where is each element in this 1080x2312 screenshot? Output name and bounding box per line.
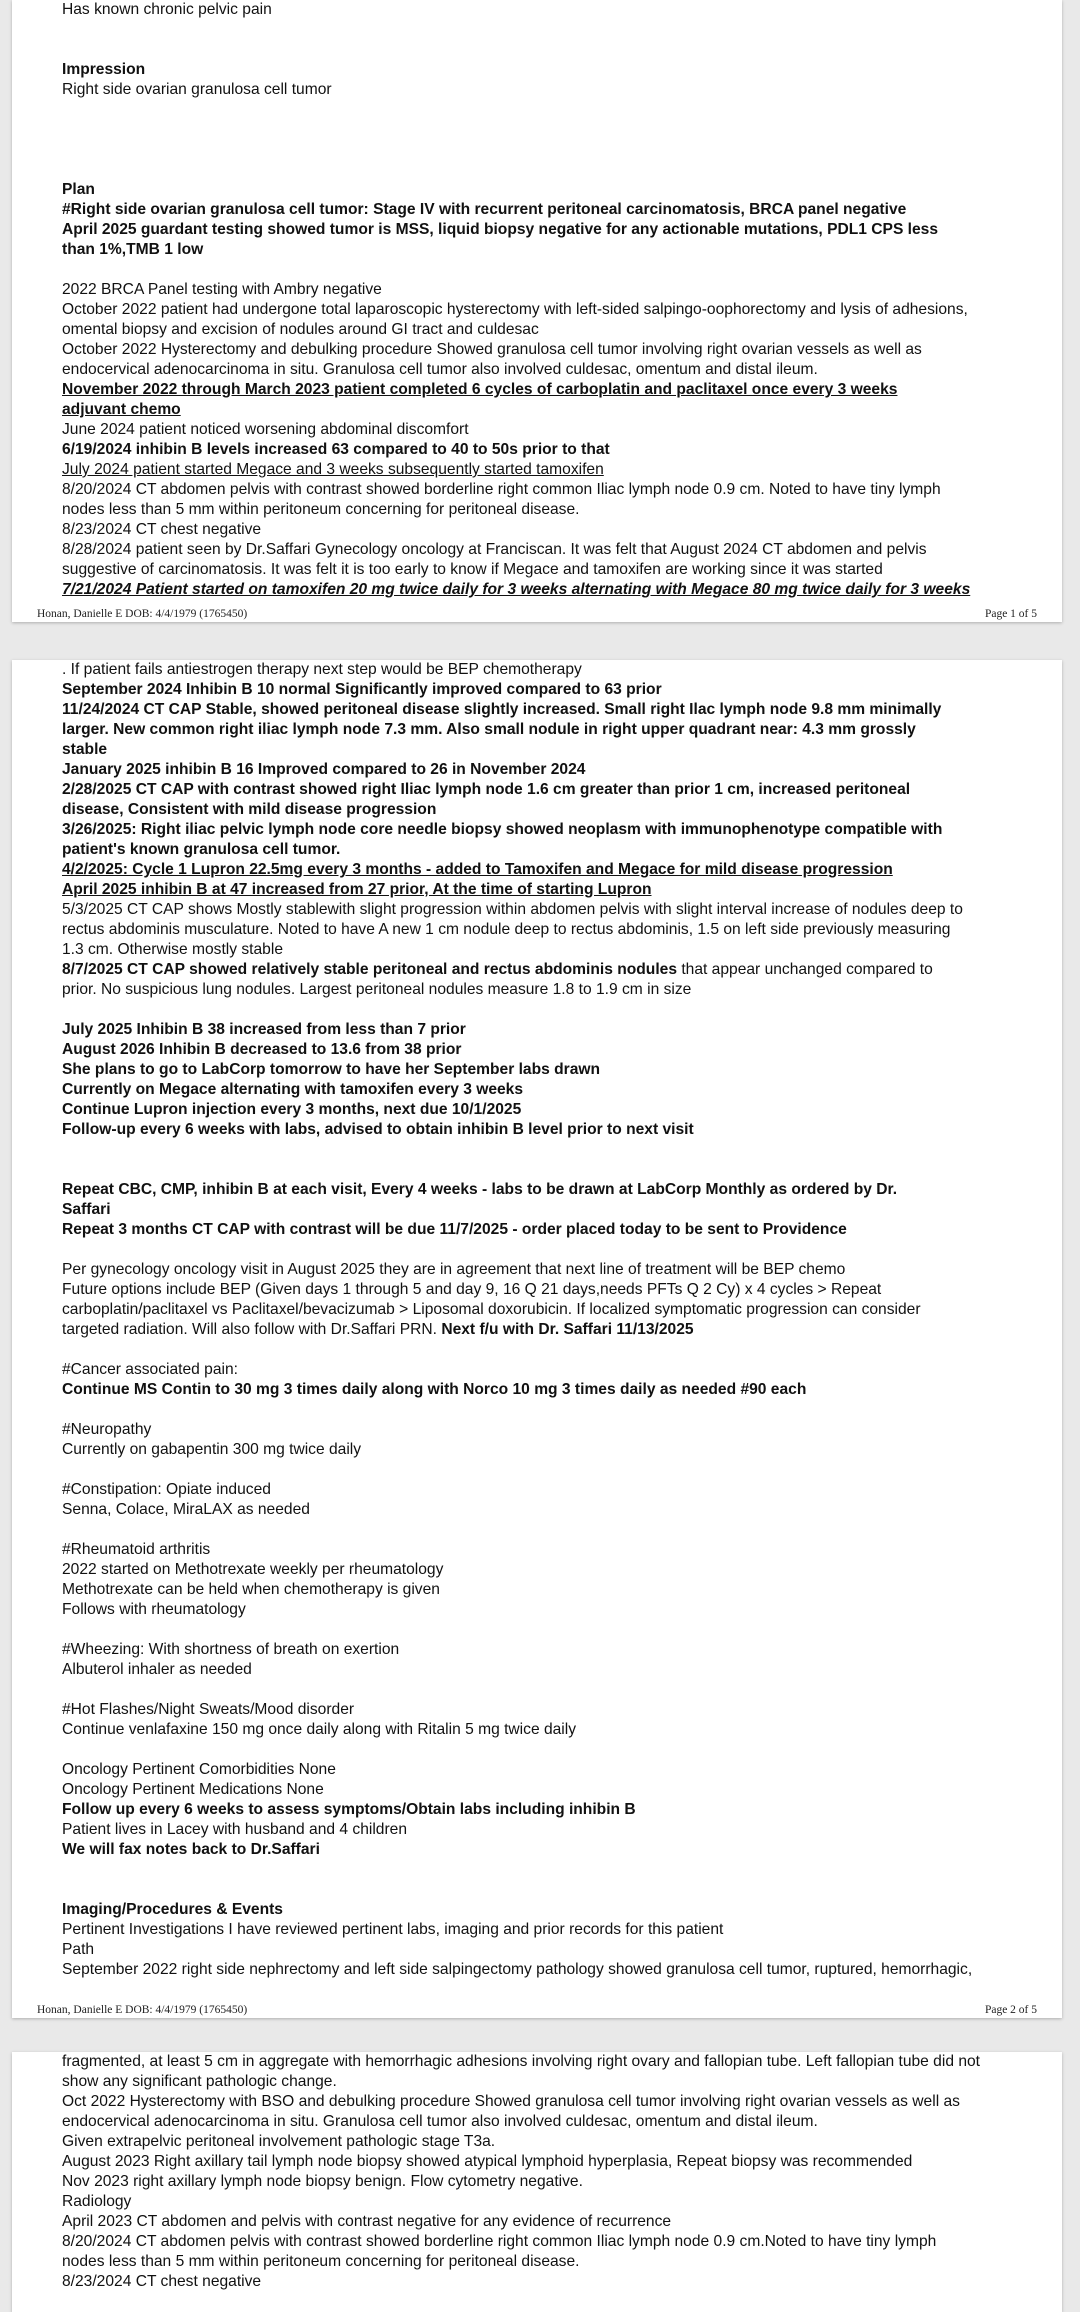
text-line: 2022 started on Methotrexate weekly per rheumatology bbox=[62, 1561, 444, 1578]
text-line: August 2023 Right axillary tail lymph node biopsy showed atypical lymphoid hyperplasia, Repeat biopsy was recommended bbox=[62, 2153, 913, 2170]
page-footer bbox=[37, 608, 1037, 620]
text-line: . If patient fails antiestrogen therapy next step would be BEP chemotherapy bbox=[62, 661, 582, 678]
text-line: #Rheumatoid arthritis bbox=[62, 1541, 211, 1558]
text-line: Albuterol inhaler as needed bbox=[62, 1661, 252, 1678]
text-line: 7/21/2024 Patient started on tamoxifen 20 mg twice daily for 3 weeks alternating with Megace 80 mg twice daily for 3 weeks bbox=[62, 581, 971, 598]
text-line: #Hot Flashes/Night Sweats/Mood disorder bbox=[62, 1701, 355, 1718]
text-line: April 2023 CT abdomen and pelvis with contrast negative for any evidence of recurrence bbox=[62, 2213, 672, 2230]
text-line: July 2024 patient started Megace and 3 weeks subsequently started tamoxifen bbox=[62, 461, 604, 478]
text-line: We will fax notes back to Dr.Saffari bbox=[62, 1841, 320, 1858]
text-line: June 2024 patient noticed worsening abdominal discomfort bbox=[62, 421, 469, 438]
text-line: larger. New common right iliac lymph node 7.3 mm. Also small nodule in right upper quadrant near: 4.3 mm grossly bbox=[62, 721, 916, 738]
text-line: Methotrexate can be held when chemotherapy is given bbox=[62, 1581, 440, 1598]
text-line: #Cancer associated pain: bbox=[62, 1361, 238, 1378]
text-line: #Right side ovarian granulosa cell tumor: Stage IV with recurrent peritoneal carcinomatosis, BRCA panel negative bbox=[62, 201, 907, 218]
page-2-content bbox=[62, 660, 1024, 1980]
text-line: April 2025 inhibin B at 47 increased from 27 prior, At the time of starting Lupron bbox=[62, 881, 652, 898]
footer-page-number: Page 1 of 5 bbox=[984, 608, 1037, 620]
text-line: 2022 BRCA Panel testing with Ambry negative bbox=[62, 281, 382, 298]
text-line: 8/23/2024 CT chest negative bbox=[62, 2273, 262, 2290]
text-line: September 2024 Inhibin B 10 normal Significantly improved compared to 63 prior bbox=[62, 681, 662, 698]
text-span: 8/7/2025 CT CAP showed relatively stable peritoneal and rectus abdominis nodules bbox=[62, 961, 677, 978]
text-line: #Neuropathy bbox=[62, 1421, 152, 1438]
text-line: nodes less than 5 mm within peritoneum concerning for peritoneal disease. bbox=[62, 2253, 580, 2270]
text-line: October 2022 Hysterectomy and debulking procedure Showed granulosa cell tumor involving right ovarian vessels as well as bbox=[62, 341, 922, 358]
text-line: disease, Consistent with mild disease progression bbox=[62, 801, 437, 818]
text-line: Follows with rheumatology bbox=[62, 1601, 246, 1618]
page-footer bbox=[37, 2004, 1037, 2016]
text-line: 8/20/2024 CT abdomen pelvis with contrast showed borderline right common Iliac lymph node 0.9 cm. Noted to have tiny lymph bbox=[62, 481, 941, 498]
text-line: carboplatin/paclitaxel vs Paclitaxel/bevacizumab > Liposomal doxorubicin. If localized symptomatic progression can consider bbox=[62, 1301, 921, 1318]
text-line: January 2025 inhibin B 16 Improved compared to 26 in November 2024 bbox=[62, 761, 586, 778]
text-line: Continue Lupron injection every 3 months, next due 10/1/2025 bbox=[62, 1101, 522, 1118]
text-line: prior. No suspicious lung nodules. Largest peritoneal nodules measure 1.8 to 1.9 cm in size bbox=[62, 981, 692, 998]
text-line: rectus abdominis musculature. Noted to have A new 1 cm nodule deep to rectus abdominis, 1.5 on left side previously measuring bbox=[62, 921, 951, 938]
text-line: 4/2/2025: Cycle 1 Lupron 22.5mg every 3 months - added to Tamoxifen and Megace for mild disease progression bbox=[62, 861, 893, 878]
text-line: Oct 2022 Hysterectomy with BSO and debulking procedure Showed granulosa cell tumor involving right ovarian vessels as well as bbox=[62, 2093, 960, 2110]
text-line: Currently on gabapentin 300 mg twice daily bbox=[62, 1441, 362, 1458]
text-span: that appear unchanged compared to bbox=[677, 961, 933, 978]
footer-page-number: Page 2 of 5 bbox=[984, 2004, 1037, 2016]
text-line: 8/23/2024 CT chest negative bbox=[62, 521, 262, 538]
text-line: patient's known granulosa cell tumor. bbox=[62, 841, 341, 858]
footer-patient: Honan, Danielle E DOB: 4/4/1979 (1765450) bbox=[37, 608, 248, 620]
text-line: omental biopsy and excision of nodules around GI tract and culdesac bbox=[62, 321, 539, 338]
text-line: Patient lives in Lacey with husband and 4 children bbox=[62, 1821, 408, 1838]
text-line: Future options include BEP (Given days 1 through 5 and day 9, 16 Q 21 days,needs PFTs Q 2 Cy) x 4 cycles > Repeat bbox=[62, 1281, 882, 1298]
impression-heading: Impression bbox=[62, 61, 146, 78]
text-line: 8/28/2024 patient seen by Dr.Saffari Gynecology oncology at Franciscan. It was felt that August 2024 CT abdomen and pelvis bbox=[62, 541, 927, 558]
text-line: 5/3/2025 CT CAP shows Mostly stablewith slight progression within abdomen pelvis with slight interval increase of nodules deep to bbox=[62, 901, 963, 918]
text-line: 2/28/2025 CT CAP with contrast showed right Iliac lymph node 1.6 cm greater than prior 1 cm, increased peritoneal bbox=[62, 781, 911, 798]
text-line bbox=[62, 960, 1024, 980]
text-line: 1.3 cm. Otherwise mostly stable bbox=[62, 941, 283, 958]
text-line: than 1%,TMB 1 low bbox=[62, 241, 204, 258]
text-line: Continue venlafaxine 150 mg once daily along with Ritalin 5 mg twice daily bbox=[62, 1721, 577, 1738]
document-page-3 bbox=[12, 2052, 1062, 2312]
text-line: nodes less than 5 mm within peritoneum concerning for peritoneal disease. bbox=[62, 501, 580, 518]
page-1-content bbox=[62, 0, 1024, 600]
text-line: #Constipation: Opiate induced bbox=[62, 1481, 271, 1498]
text-span: targeted radiation. Will also follow with Dr.Saffari PRN. bbox=[62, 1321, 442, 1338]
text-line: Given extrapelvic peritoneal involvement pathologic stage T3a. bbox=[62, 2133, 496, 2150]
text-span: Next f/u with Dr. Saffari 11/13/2025 bbox=[441, 1321, 694, 1338]
text-line: 8/20/2024 CT abdomen pelvis with contrast showed borderline right common Iliac lymph node 0.9 cm.Noted to have tiny lymph bbox=[62, 2233, 937, 2250]
text-line: Oncology Pertinent Comorbidities None bbox=[62, 1761, 336, 1778]
text-line: 3/26/2025: Right iliac pelvic lymph node core needle biopsy showed neoplasm with immunophenotype compatible with bbox=[62, 821, 943, 838]
text-line: Follow-up every 6 weeks with labs, advised to obtain inhibin B level prior to next visit bbox=[62, 1121, 694, 1138]
text-line: stable bbox=[62, 741, 108, 758]
impression-text: Right side ovarian granulosa cell tumor bbox=[62, 81, 332, 98]
text-line: suggestive of carcinomatosis. It was felt it is too early to know if Megace and tamoxifen are working since it was started bbox=[62, 561, 883, 578]
text-line: August 2026 Inhibin B decreased to 13.6 from 38 prior bbox=[62, 1041, 462, 1058]
text-line: November 2022 through March 2023 patient completed 6 cycles of carboplatin and paclitaxel once every 3 weeks bbox=[62, 381, 898, 398]
text-line: July 2025 Inhibin B 38 increased from less than 7 prior bbox=[62, 1021, 466, 1038]
text-line: Pertinent Investigations I have reviewed pertinent labs, imaging and prior records for this patient bbox=[62, 1921, 724, 1938]
text-line: Currently on Megace alternating with tamoxifen every 3 weeks bbox=[62, 1081, 524, 1098]
footer-patient: Honan, Danielle E DOB: 4/4/1979 (1765450) bbox=[37, 2004, 248, 2016]
text-line: Saffari bbox=[62, 1201, 111, 1218]
section-heading: Imaging/Procedures & Events bbox=[62, 1901, 283, 1918]
document-page-2 bbox=[12, 660, 1062, 2018]
text-line: 6/19/2024 inhibin B levels increased 63 compared to 40 to 50s prior to that bbox=[62, 441, 610, 458]
text-line: September 2022 right side nephrectomy and left side salpingectomy pathology showed granulosa cell tumor, ruptured, hemorrhagic, bbox=[62, 1961, 973, 1978]
text-line: adjuvant chemo bbox=[62, 401, 181, 418]
text-line bbox=[62, 1320, 1024, 1340]
text-line: Path bbox=[62, 1941, 95, 1958]
document-page-1 bbox=[12, 0, 1062, 622]
text-line: Repeat 3 months CT CAP with contrast will be due 11/7/2025 - order placed today to be sent to Providence bbox=[62, 1221, 847, 1238]
history-line: Has known chronic pelvic pain bbox=[62, 1, 272, 18]
text-line: endocervical adenocarcinoma in situ. Granulosa cell tumor also involved culdesac, omentum and distal ileum. bbox=[62, 2113, 818, 2130]
text-line: October 2022 patient had undergone total laparoscopic hysterectomy with left-sided salpingo-oophorectomy and lysis of adhesions, bbox=[62, 301, 968, 318]
text-line: Senna, Colace, MiraLAX as needed bbox=[62, 1501, 310, 1518]
text-line: She plans to go to LabCorp tomorrow to have her September labs drawn bbox=[62, 1061, 601, 1078]
text-line: Radiology bbox=[62, 2193, 132, 2210]
text-line: endocervical adenocarcinoma in situ. Granulosa cell tumor also involved culdesac, omentum and distal ileum. bbox=[62, 361, 818, 378]
text-line: #Wheezing: With shortness of breath on exertion bbox=[62, 1641, 400, 1658]
plan-heading: Plan bbox=[62, 181, 95, 198]
text-line: April 2025 guardant testing showed tumor is MSS, liquid biopsy negative for any actionable mutations, PDL1 CPS less bbox=[62, 221, 939, 238]
text-line: Continue MS Contin to 30 mg 3 times daily along with Norco 10 mg 3 times daily as needed #90 each bbox=[62, 1381, 807, 1398]
text-line: show any significant pathologic change. bbox=[62, 2073, 337, 2090]
text-line: fragmented, at least 5 cm in aggregate with hemorrhagic adhesions involving right ovary and fallopian tube. Left fallopian tube did not bbox=[62, 2053, 980, 2070]
text-line: Per gynecology oncology visit in August 2025 they are in agreement that next line of treatment will be BEP chemo bbox=[62, 1261, 846, 1278]
text-line: Oncology Pertinent Medications None bbox=[62, 1781, 324, 1798]
text-line: 11/24/2024 CT CAP Stable, showed peritoneal disease slightly increased. Small right Ilac lymph node 9.8 mm minimally bbox=[62, 701, 942, 718]
text-line: Follow up every 6 weeks to assess symptoms/Obtain labs including inhibin B bbox=[62, 1801, 636, 1818]
page-3-content bbox=[62, 2052, 1024, 2292]
text-line: Nov 2023 right axillary lymph node biopsy benign. Flow cytometry negative. bbox=[62, 2173, 583, 2190]
text-line: Repeat CBC, CMP, inhibin B at each visit, Every 4 weeks - labs to be drawn at LabCorp Monthly as ordered by Dr. bbox=[62, 1181, 898, 1198]
